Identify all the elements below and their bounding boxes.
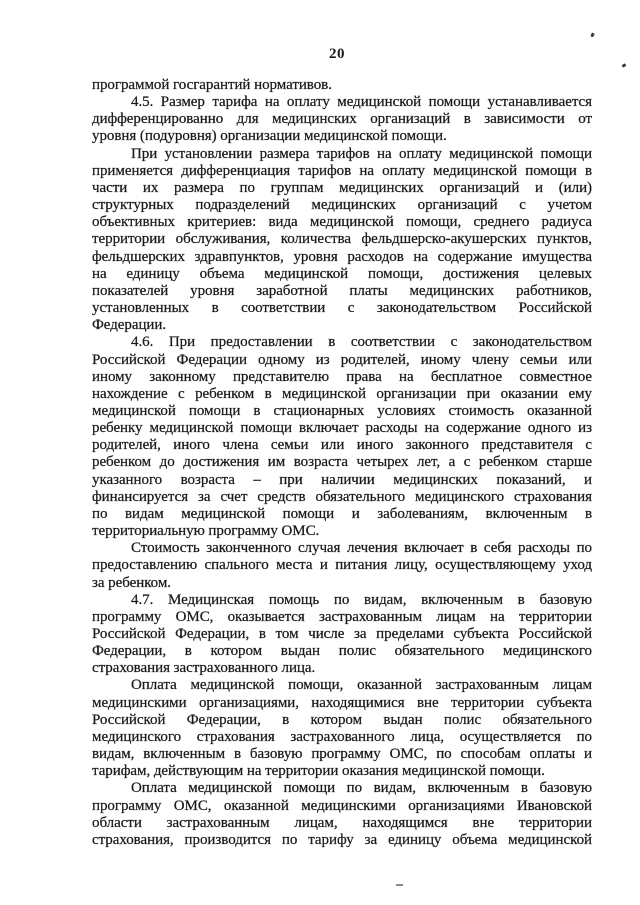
text-line: иному законному представителю права на бесплатное совместное bbox=[92, 368, 592, 385]
text-line: страхования, производится по тарифу за единицу объема медицинской bbox=[92, 831, 592, 848]
text-line: Российской Федерации, в котором выдан полис обязательного bbox=[92, 711, 592, 728]
text-line: за ребенком. bbox=[92, 574, 171, 591]
text-line: дифференцированно для медицинских организаций в зависимости от bbox=[92, 111, 592, 128]
text-line: фельдшерских здравпунктов, уровня расходов на содержание имущества bbox=[92, 248, 592, 265]
paragraph bbox=[92, 146, 592, 335]
text-line: программой госгарантий нормативов. bbox=[92, 77, 332, 93]
text-line: предоставлению спального места и питания лицу, осуществляющему уход bbox=[92, 557, 592, 574]
text-line: При установлении размера тарифов на оплату медицинской помощи bbox=[131, 145, 592, 162]
text-line: финансируется за счет средств обязательного медицинского страхования bbox=[92, 488, 592, 505]
text-line: 4.5. Размер тарифа на оплату медицинской помощи устанавливается bbox=[131, 94, 592, 111]
text-line: указанного возраста – при наличии медицинских показаний, и bbox=[92, 471, 592, 488]
text-line: территориальную программу ОМС. bbox=[92, 523, 320, 540]
paragraph bbox=[92, 334, 592, 540]
text-line: уровня (подуровня) организации медицинской помощи. bbox=[92, 128, 447, 145]
text-line: Российской Федерации одному из родителей, иному члену семьи или bbox=[92, 351, 592, 368]
text-line: медицинскими организациями, находящимися вне территории субъекта bbox=[92, 694, 592, 711]
text-line: программу ОМС, оказанной медицинскими организациями Ивановской bbox=[92, 797, 592, 814]
paragraph bbox=[92, 77, 592, 94]
text-line: по видам медицинской помощи и заболеваниям, включенным в bbox=[92, 505, 592, 522]
text-line: тарифам, действующим на территории оказания медицинской помощи. bbox=[92, 763, 545, 780]
text-line: 4.6. При предоставлении в соответствии с законодательством bbox=[131, 334, 592, 351]
text-line: медицинского страхования застрахованного лица, осуществляется по bbox=[92, 728, 592, 745]
paragraph bbox=[92, 780, 592, 849]
text-line: части их размера по группам медицинских организаций и (или) bbox=[92, 179, 592, 196]
text-line: Оплата медицинской помощи по видам, включенным в базовую bbox=[131, 780, 592, 797]
text-line: территории обслуживания, количества фельдшерско-акушерских пунктов, bbox=[92, 231, 592, 248]
text-line: показателей уровня заработной платы медицинских работников, bbox=[92, 282, 592, 299]
paragraph bbox=[92, 540, 592, 591]
text-line: нахождение с ребенком в медицинской организации при оказании ему bbox=[92, 385, 592, 402]
text-line: ребенку медицинской помощи включает расходы на содержание одного из bbox=[92, 420, 592, 437]
text-line: медицинской помощи в стационарных условиях стоимость оказанной bbox=[92, 402, 592, 419]
scan-speck bbox=[590, 33, 594, 38]
text-line: применяется дифференциация тарифов на оплату медицинской помощи в bbox=[92, 162, 592, 179]
page-number: 20 bbox=[329, 46, 345, 62]
text-line: Российской Федерации, в том числе за пределами субъекта Российской bbox=[92, 626, 592, 642]
text-line: установленных в соответствии с законодательством Российской bbox=[92, 300, 592, 317]
text-line: Федерации, в котором выдан полис обязательного медицинского bbox=[92, 643, 592, 660]
text-line: Оплата медицинской помощи, оказанной застрахованным лицам bbox=[131, 677, 592, 694]
text-line: видам, включенным в базовую программу ОМС, по способам оплаты и bbox=[92, 746, 592, 763]
text-line: Стоимость законченного случая лечения включает в себя расходы по bbox=[131, 540, 592, 557]
text-line: программу ОМС, оказывается застрахованным лицам на территории bbox=[92, 608, 592, 625]
paragraph bbox=[92, 94, 592, 145]
scan-artifact-dash bbox=[396, 884, 403, 886]
text-line: ребенком до достижения им возраста четырех лет, а с ребенком старше bbox=[92, 454, 592, 471]
text-line: области застрахованным лицам, находящимся вне территории bbox=[92, 814, 592, 831]
text-line: Федерации. bbox=[92, 317, 167, 334]
text-line: 4.7. Медицинская помощь по видам, включенным в базовую bbox=[131, 591, 592, 608]
text-line: объективных критериев: вида медицинской помощи, среднего радиуса bbox=[92, 214, 592, 231]
document-body bbox=[92, 77, 592, 849]
text-line: на единицу объема медицинской помощи, достижения целевых bbox=[92, 265, 592, 282]
scan-speck bbox=[622, 63, 627, 68]
text-line: страхования застрахованного лица. bbox=[92, 660, 316, 677]
paragraph bbox=[92, 592, 592, 678]
paragraph bbox=[92, 677, 592, 780]
text-line: родителей, иного члена семьи или иного законного представителя с bbox=[92, 437, 592, 454]
text-line: структурных подразделений медицинских организаций с учетом bbox=[92, 197, 592, 214]
